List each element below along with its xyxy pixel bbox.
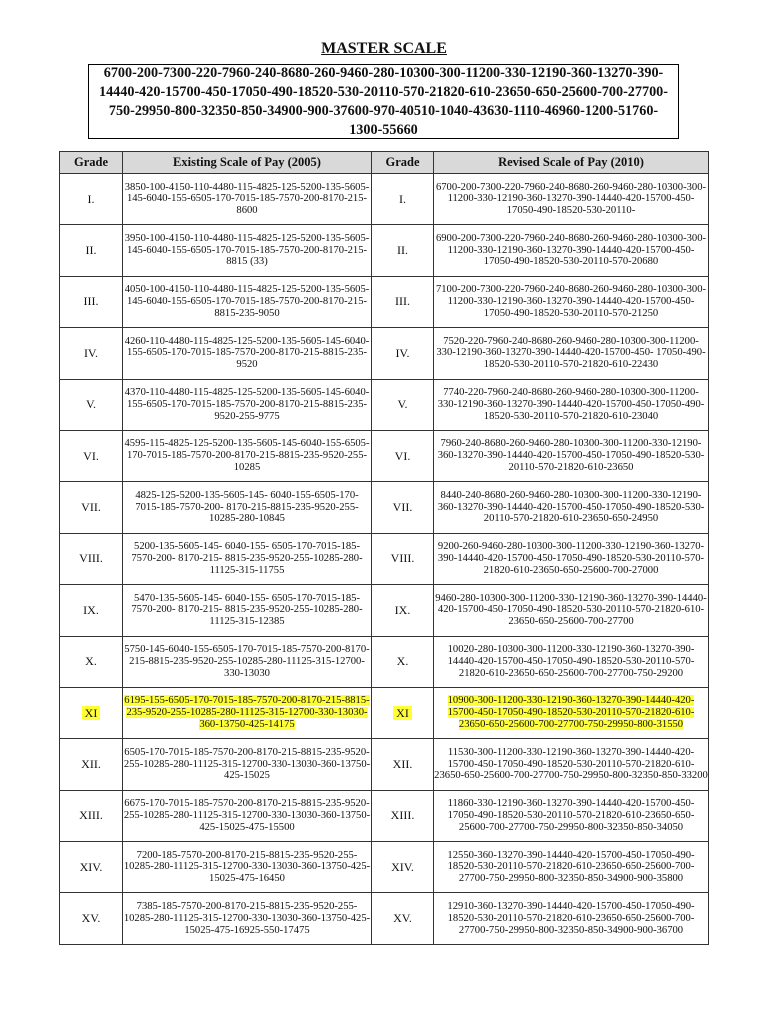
grade-existing-cell-text: XIII. bbox=[79, 808, 103, 823]
revised-scale-cell-text: 7740-220-7960-240-8680-260-9460-280-10300-300-11200-330-12190-360-13270-390-14440-420-15700-450-17050-490-18520-530-20110-570-21820-610-23040 bbox=[437, 387, 705, 422]
existing-scale-cell-text: 7200-185-7570-200-8170-215-8815-235-9520-255-10285-280-11125-315-12700-330-13030-360-13750-425-15025-475-16450 bbox=[123, 849, 371, 885]
existing-scale-cell-text: 6675-170-7015-185-7570-200-8170-215-8815-235-9520-255-10285-280-11125-315-12700-330-13030-360-13750-425-15025-475-15500 bbox=[123, 798, 371, 833]
revised-scale-cell-text: 10900-300-11200-330-12190-360-13270-390-14440-420-15700-450-17050-490-18520-530-20110-570-21820-610-23650-650-25600-700-27700-750-29950-800-31550 bbox=[447, 695, 695, 730]
revised-scale-cell-text: 10020-280-10300-300-11200-330-12190-360-13270-390-14440-420-15700-450-17050-490-18520-530-20110-570-21820-610-23650-650-25600-700-27700-750-29200 bbox=[447, 644, 695, 679]
revised-scale-cell-text: 7960-240-8680-260-9460-280-10300-300-11200-330-12190-360-13270-390-14440-420-15700-450-17050-490-18520-530-20110-570-21820-610-23650 bbox=[437, 438, 705, 474]
grade-existing-cell-text: II. bbox=[85, 243, 97, 258]
revised-scale-cell bbox=[434, 739, 709, 790]
revised-scale-cell-text: 7100-200-7300-220-7960-240-8680-260-9460-280-10300-300-11200-330-12190-360-13270-390-14440-420-15700-450-17050-490-18520-530-20110-570-21250 bbox=[435, 284, 707, 319]
grade-revised-cell-text: XIII. bbox=[390, 808, 415, 823]
existing-scale-cell bbox=[123, 430, 372, 481]
grade-revised-cell bbox=[372, 430, 434, 481]
existing-scale-cell-text: 4825-125-5200-135-5605-145- 6040-155-6505-170-7015-185-7570-200- 8170-215-8815-235-9520-255-10285-280-10845 bbox=[135, 489, 359, 525]
existing-scale-cell bbox=[123, 174, 372, 225]
grade-revised-cell-text: II. bbox=[397, 243, 408, 258]
grade-existing-cell bbox=[60, 276, 123, 327]
existing-scale-cell bbox=[123, 533, 372, 584]
revised-scale-cell-text: 11530-300-11200-330-12190-360-13270-390-14440-420-15700-450-17050-490-18520-530-20110-570-21820-610-23650-650-25600-700-27700-750-29950-800-32350-850-33200 bbox=[434, 746, 708, 782]
grade-existing-cell-text: XII. bbox=[81, 756, 101, 771]
revised-scale-cell-text: 8440-240-8680-260-9460-280-10300-300-11200-330-12190-360-13270-390-14440-420-15700-450-17050-490-18520-530-20110-570-21820-610-23650-650-24950 bbox=[437, 489, 705, 525]
grade-existing-cell-text: I. bbox=[87, 191, 95, 206]
grade-existing-cell bbox=[60, 482, 123, 533]
grade-existing-cell-text: V. bbox=[85, 397, 97, 412]
existing-scale-cell bbox=[123, 687, 372, 738]
existing-scale-cell-text: 7385-185-7570-200-8170-215-8815-235-9520-255-10285-280-11125-315-12700-330-13030-360-13750-425-15025-475-16925-550-17475 bbox=[123, 900, 371, 936]
grade-existing-cell-text: IX. bbox=[83, 602, 99, 617]
grade-revised-cell bbox=[372, 739, 434, 790]
header-existing-scale: Existing Scale of Pay (2005) bbox=[123, 152, 372, 174]
revised-scale-cell bbox=[434, 790, 709, 841]
revised-scale-cell bbox=[434, 379, 709, 430]
revised-scale-cell-text: 9460-280-10300-300-11200-330-12190-360-13270-390-14440-420-15700-450-17050-490-18520-530-20110-570-21820-610-23650-650-25600-700-27700 bbox=[435, 592, 707, 628]
table-header-row bbox=[60, 152, 709, 174]
grade-revised-cell bbox=[372, 636, 434, 687]
grade-revised-cell bbox=[372, 225, 434, 276]
grade-existing-cell-text: VII. bbox=[81, 500, 101, 515]
revised-scale-cell bbox=[434, 430, 709, 481]
grade-revised-cell-text: IX. bbox=[394, 602, 411, 617]
table-row bbox=[60, 174, 709, 225]
table-row bbox=[60, 276, 709, 327]
grade-existing-cell-text: XI bbox=[82, 706, 101, 720]
grade-revised-cell bbox=[372, 585, 434, 636]
page-title-text: MASTER SCALE bbox=[321, 40, 447, 57]
revised-scale-cell bbox=[434, 636, 709, 687]
revised-scale-cell bbox=[434, 276, 709, 327]
grade-existing-cell bbox=[60, 893, 123, 944]
existing-scale-cell-text: 5200-135-5605-145- 6040-155- 6505-170-7015-185-7570-200- 8170-215- 8815-235-9520-255-10285-280-11125-315-11755 bbox=[131, 541, 363, 576]
grade-revised-cell bbox=[372, 174, 434, 225]
existing-scale-cell-text: 4595-115-4825-125-5200-135-5605-145-6040-155-6505-170-7015-185-7570-200-8170-215-8815-235-9520-255-10285 bbox=[124, 438, 370, 474]
revised-scale-cell bbox=[434, 482, 709, 533]
existing-scale-cell bbox=[123, 790, 372, 841]
grade-revised-cell-text: VII. bbox=[392, 500, 413, 515]
table-row bbox=[60, 533, 709, 584]
existing-scale-cell bbox=[123, 379, 372, 430]
grade-revised-cell-text: X. bbox=[396, 654, 409, 669]
table-row bbox=[60, 636, 709, 687]
revised-scale-cell bbox=[434, 585, 709, 636]
table-row bbox=[60, 842, 709, 893]
grade-existing-cell bbox=[60, 533, 123, 584]
revised-scale-cell-text: 9200-260-9460-280-10300-300-11200-330-12190-360-13270-390-14440-420-15700-450-17050-490-18520-530-20110-570-21820-610-23650-650-25600-700-27000 bbox=[437, 541, 705, 576]
existing-scale-cell bbox=[123, 276, 372, 327]
grade-existing-cell bbox=[60, 174, 123, 225]
grade-existing-cell bbox=[60, 687, 123, 738]
grade-existing-cell bbox=[60, 328, 123, 379]
grade-revised-cell bbox=[372, 842, 434, 893]
existing-scale-cell bbox=[123, 585, 372, 636]
master-scale-text: 6700-200-7300-220-7960-240-8680-260-9460-280-10300-300-11200-330-12190-360-13270-390-14440-420-15700-450-17050-490-18520-530-20110-570-21820-610-23650-650-25600-700-27700-750-29950-800-32350-850-34900-900-37600-970-40510-1040-43630-1110-46960-1200-51760-1300-55660 bbox=[98, 64, 668, 138]
revised-scale-cell bbox=[434, 893, 709, 944]
grade-revised-cell bbox=[372, 790, 434, 841]
table-row bbox=[60, 430, 709, 481]
grade-existing-cell bbox=[60, 430, 123, 481]
revised-scale-cell bbox=[434, 225, 709, 276]
header-grade-existing: Grade bbox=[60, 152, 123, 174]
grade-existing-cell bbox=[60, 739, 123, 790]
existing-scale-cell-text: 5750-145-6040-155-6505-170-7015-185-7570-200-8170-215-8815-235-9520-255-10285-280-11125-315-12700-330-13030 bbox=[124, 644, 370, 679]
grade-existing-cell-text: IV. bbox=[83, 345, 99, 360]
grade-revised-cell-text: VI. bbox=[394, 448, 411, 463]
grade-revised-cell-text: IV. bbox=[395, 345, 410, 360]
grade-revised-cell-text: XIV. bbox=[391, 859, 414, 874]
grade-existing-cell-text: III. bbox=[83, 294, 99, 309]
table-row bbox=[60, 790, 709, 841]
pay-scale-table bbox=[59, 151, 709, 945]
table-row bbox=[60, 893, 709, 944]
revised-scale-cell-text: 7520-220-7960-240-8680-260-9460-280-10300-300-11200-330-12190-360-13270-390-14440-420-15700-450- 17050-490-18520-530-20110-570-21820-610-22430 bbox=[436, 335, 706, 371]
existing-scale-cell-text: 3850-100-4150-110-4480-115-4825-125-5200-135-5605-145-6040-155-6505-170-7015-185-7570-200-8170-215-8600 bbox=[124, 181, 370, 217]
grade-revised-cell bbox=[372, 533, 434, 584]
grade-existing-cell-text: XV. bbox=[81, 911, 101, 926]
grade-revised-cell-text: XV. bbox=[393, 911, 412, 926]
grade-revised-cell bbox=[372, 276, 434, 327]
existing-scale-cell-text: 6505-170-7015-185-7570-200-8170-215-8815-235-9520-255-10285-280-11125-315-12700-330-13030-360-13750-425-15025 bbox=[123, 746, 371, 782]
existing-scale-cell-text: 4050-100-4150-110-4480-115-4825-125-5200-135-5605-145-6040-155-6505-170-7015-185-7570-200-8170-215-8815-235-9050 bbox=[124, 284, 370, 319]
existing-scale-cell-text: 3950-100-4150-110-4480-115-4825-125-5200-135-5605-145-6040-155-6505-170-7015-185-7570-200-8170-215-8815 (33) bbox=[124, 232, 370, 268]
revised-scale-cell-text: 12910-360-13270-390-14440-420-15700-450-17050-490-18520-530-20110-570-21820-610-23650-650-25600-700-27700-750-29950-800-32350-850-34900-900-36700 bbox=[447, 900, 695, 936]
grade-revised-cell bbox=[372, 328, 434, 379]
table-row bbox=[60, 687, 709, 738]
revised-scale-cell bbox=[434, 174, 709, 225]
table-row bbox=[60, 585, 709, 636]
grade-revised-cell-text: V. bbox=[397, 397, 408, 412]
grade-existing-cell-text: XIV. bbox=[79, 859, 103, 874]
revised-scale-cell bbox=[434, 842, 709, 893]
table-row bbox=[60, 379, 709, 430]
revised-scale-cell-text: 6900-200-7300-220-7960-240-8680-260-9460-280-10300-300-11200-330-12190-360-13270-390-14440-420-15700-450-17050-490-18520-530-20110-570-20680 bbox=[435, 232, 707, 268]
grade-existing-cell bbox=[60, 379, 123, 430]
grade-revised-cell-text: XII. bbox=[392, 756, 413, 771]
revised-scale-cell-text: 12550-360-13270-390-14440-420-15700-450-17050-490-18520-530-20110-570-21820-610-23650-650-25600-700-27700-750-29950-800-32350-850-34900-900-35800 bbox=[447, 849, 695, 885]
revised-scale-cell-text: 11860-330-12190-360-13270-390-14440-420-15700-450-17050-490-18520-530-20110-570-21820-610-23650-650-25600-700-27700-750-29950-800-32350-850-34050 bbox=[447, 798, 695, 833]
existing-scale-cell bbox=[123, 893, 372, 944]
revised-scale-cell bbox=[434, 328, 709, 379]
master-scale-box bbox=[88, 64, 679, 139]
table-row bbox=[60, 739, 709, 790]
grade-revised-cell bbox=[372, 482, 434, 533]
existing-scale-cell-text: 4260-110-4480-115-4825-125-5200-135-5605-145-6040-155-6505-170-7015-185-7570-200-8170-215-8815-235-9520 bbox=[124, 335, 370, 371]
header-revised-scale: Revised Scale of Pay (2010) bbox=[434, 152, 709, 174]
table-row bbox=[60, 328, 709, 379]
grade-revised-cell-text: XI bbox=[393, 706, 412, 720]
revised-scale-cell bbox=[434, 687, 709, 738]
grade-existing-cell bbox=[60, 790, 123, 841]
existing-scale-cell bbox=[123, 225, 372, 276]
grade-existing-cell-text: X. bbox=[85, 654, 97, 669]
grade-revised-cell-text: III. bbox=[395, 294, 410, 309]
revised-scale-cell-text: 6700-200-7300-220-7960-240-8680-260-9460-280-10300-300-11200-330-12190-360-13270-390-14440-420-15700-450-17050-490-18520-530-20110- bbox=[435, 181, 707, 217]
grade-existing-cell bbox=[60, 636, 123, 687]
table-row bbox=[60, 482, 709, 533]
table-row bbox=[60, 225, 709, 276]
grade-revised-cell bbox=[372, 893, 434, 944]
existing-scale-cell-text: 6195-155-6505-170-7015-185-7570-200-8170-215-8815-235-9520-255-10285-280-11125-315-12700-330-13030-360-13750-425-14175 bbox=[124, 695, 370, 730]
existing-scale-cell bbox=[123, 739, 372, 790]
existing-scale-cell bbox=[123, 482, 372, 533]
existing-scale-cell bbox=[123, 636, 372, 687]
page-title bbox=[0, 40, 768, 58]
existing-scale-cell-text: 5470-135-5605-145- 6040-155- 6505-170-7015-185-7570-200- 8170-215- 8815-235-9520-255-10285-280-11125-315-12385 bbox=[131, 592, 363, 628]
existing-scale-cell bbox=[123, 328, 372, 379]
grade-existing-cell-text: VIII. bbox=[79, 551, 103, 566]
grade-existing-cell bbox=[60, 225, 123, 276]
revised-scale-cell bbox=[434, 533, 709, 584]
existing-scale-cell-text: 4370-110-4480-115-4825-125-5200-135-5605-145-6040-155-6505-170-7015-185-7570-200-8170-215-8815-235-9520-255-9775 bbox=[124, 387, 370, 422]
grade-revised-cell bbox=[372, 379, 434, 430]
header-grade-revised: Grade bbox=[372, 152, 434, 174]
grade-revised-cell bbox=[372, 687, 434, 738]
grade-existing-cell bbox=[60, 585, 123, 636]
grade-revised-cell-text: VIII. bbox=[390, 551, 415, 566]
grade-revised-cell-text: I. bbox=[399, 191, 406, 206]
grade-existing-cell-text: VI. bbox=[83, 448, 99, 463]
existing-scale-cell bbox=[123, 842, 372, 893]
grade-existing-cell bbox=[60, 842, 123, 893]
